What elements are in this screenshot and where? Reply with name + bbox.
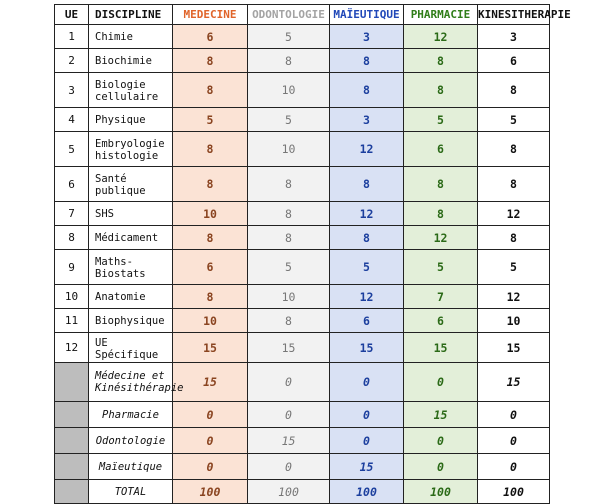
table-row [55, 309, 550, 333]
coef-odontologie: 15 [248, 333, 330, 363]
coef-odontologie: 8 [248, 49, 330, 73]
specific-kinesitherapie: 15 [478, 363, 550, 402]
specific-pharmacie: 15 [404, 402, 478, 428]
specific-row [55, 363, 550, 402]
specific-medecine: 15 [173, 363, 248, 402]
ue-number: 11 [55, 309, 89, 333]
specific-row [55, 402, 550, 428]
coef-odontologie: 10 [248, 285, 330, 309]
ue-number: 3 [55, 73, 89, 108]
specific-maieutique: 0 [330, 428, 404, 454]
coef-kinesitherapie: 3 [478, 25, 550, 49]
coef-pharmacie: 8 [404, 202, 478, 226]
specific-pharmacie: 0 [404, 428, 478, 454]
specific-odontologie: 0 [248, 363, 330, 402]
specific-row [55, 454, 550, 480]
specific-pharmacie: 0 [404, 454, 478, 480]
specific-maieutique: 0 [330, 402, 404, 428]
total-label: TOTAL [89, 480, 173, 504]
coef-medecine: 6 [173, 25, 248, 49]
ue-number: 1 [55, 25, 89, 49]
table-row [55, 25, 550, 49]
ue-number: 10 [55, 285, 89, 309]
specific-medecine: 0 [173, 428, 248, 454]
coef-kinesitherapie: 15 [478, 333, 550, 363]
coef-pharmacie: 12 [404, 25, 478, 49]
coef-kinesitherapie: 6 [478, 49, 550, 73]
coefficients-table [54, 4, 571, 504]
discipline-name: UE Spécifique [89, 333, 173, 363]
coef-medecine: 8 [173, 285, 248, 309]
specific-odontologie: 0 [248, 402, 330, 428]
ue-number: 8 [55, 226, 89, 250]
coef-maieutique: 8 [330, 167, 404, 202]
coef-odontologie: 8 [248, 202, 330, 226]
coef-pharmacie: 5 [404, 108, 478, 132]
coef-maieutique: 8 [330, 73, 404, 108]
specific-label: Pharmacie [89, 402, 173, 428]
specific-odontologie: 0 [248, 454, 330, 480]
total-medecine: 100 [173, 480, 248, 504]
coef-medecine: 6 [173, 250, 248, 285]
coef-maieutique: 3 [330, 108, 404, 132]
coef-maieutique: 6 [330, 309, 404, 333]
total-odontologie: 100 [248, 480, 330, 504]
total-maieutique: 100 [330, 480, 404, 504]
section-gray-cell [55, 454, 89, 480]
coef-medecine: 5 [173, 108, 248, 132]
discipline-name: Biochimie [89, 49, 173, 73]
table-row [55, 333, 550, 363]
coef-kinesitherapie: 12 [478, 285, 550, 309]
coef-pharmacie: 8 [404, 73, 478, 108]
coef-kinesitherapie: 5 [478, 250, 550, 285]
coef-medecine: 8 [173, 226, 248, 250]
coef-odontologie: 8 [248, 309, 330, 333]
discipline-name: Anatomie [89, 285, 173, 309]
specific-row [55, 428, 550, 454]
specific-kinesitherapie: 0 [478, 402, 550, 428]
coef-maieutique: 12 [330, 202, 404, 226]
coef-pharmacie: 8 [404, 167, 478, 202]
coef-odontologie: 10 [248, 73, 330, 108]
coef-pharmacie: 15 [404, 333, 478, 363]
specific-maieutique: 0 [330, 363, 404, 402]
discipline-name: Santé publique [89, 167, 173, 202]
ue-number: 6 [55, 167, 89, 202]
coef-medecine: 10 [173, 202, 248, 226]
coef-pharmacie: 6 [404, 309, 478, 333]
ue-number: 2 [55, 49, 89, 73]
table-row [55, 167, 550, 202]
coef-kinesitherapie: 8 [478, 167, 550, 202]
total-row [55, 480, 550, 504]
coef-pharmacie: 12 [404, 226, 478, 250]
coef-kinesitherapie: 5 [478, 108, 550, 132]
coef-maieutique: 8 [330, 49, 404, 73]
total-pharmacie: 100 [404, 480, 478, 504]
specific-kinesitherapie: 0 [478, 454, 550, 480]
table-row [55, 49, 550, 73]
section-gray-cell [55, 363, 89, 402]
table-row [55, 202, 550, 226]
coef-maieutique: 12 [330, 285, 404, 309]
table-row [55, 250, 550, 285]
coef-kinesitherapie: 10 [478, 309, 550, 333]
header-medecine: MEDECINE [173, 5, 248, 25]
table-row [55, 226, 550, 250]
coef-pharmacie: 5 [404, 250, 478, 285]
coef-medecine: 10 [173, 309, 248, 333]
specific-label: Odontologie [89, 428, 173, 454]
coef-odontologie: 10 [248, 132, 330, 167]
coef-odontologie: 8 [248, 226, 330, 250]
specific-maieutique: 15 [330, 454, 404, 480]
ue-number: 4 [55, 108, 89, 132]
header-row [55, 5, 550, 25]
discipline-name: Médicament [89, 226, 173, 250]
header-maieutique: MAÏEUTIQUE [330, 5, 404, 25]
specific-odontologie: 15 [248, 428, 330, 454]
discipline-name: Biophysique [89, 309, 173, 333]
coef-kinesitherapie: 8 [478, 132, 550, 167]
ue-number: 7 [55, 202, 89, 226]
coef-odontologie: 8 [248, 167, 330, 202]
coef-medecine: 8 [173, 167, 248, 202]
ue-number: 5 [55, 132, 89, 167]
coef-odontologie: 5 [248, 108, 330, 132]
coef-maieutique: 12 [330, 132, 404, 167]
header-odontologie: ODONTOLOGIE [248, 5, 330, 25]
header-ue: UE [55, 5, 89, 25]
discipline-name: SHS [89, 202, 173, 226]
header-kinesitherapie: KINESITHERAPIE [478, 5, 550, 25]
coef-medecine: 8 [173, 49, 248, 73]
coef-kinesitherapie: 8 [478, 226, 550, 250]
coef-maieutique: 3 [330, 25, 404, 49]
ue-number: 9 [55, 250, 89, 285]
specific-medecine: 0 [173, 402, 248, 428]
coef-kinesitherapie: 8 [478, 73, 550, 108]
table-body [55, 25, 550, 504]
section-gray-cell [55, 480, 89, 504]
table-row [55, 73, 550, 108]
coef-pharmacie: 7 [404, 285, 478, 309]
coef-pharmacie: 8 [404, 49, 478, 73]
specific-pharmacie: 0 [404, 363, 478, 402]
discipline-name: Chimie [89, 25, 173, 49]
ue-number: 12 [55, 333, 89, 363]
coef-medecine: 8 [173, 73, 248, 108]
discipline-name: Embryologie histologie [89, 132, 173, 167]
discipline-name: Biologie cellulaire [89, 73, 173, 108]
specific-label: Médecine et Kinésithérapie [89, 363, 173, 402]
specific-kinesitherapie: 0 [478, 428, 550, 454]
coef-medecine: 15 [173, 333, 248, 363]
specific-label: Maïeutique [89, 454, 173, 480]
header-discipline: DISCIPLINE [89, 5, 173, 25]
table-row [55, 132, 550, 167]
discipline-name: Maths-Biostats [89, 250, 173, 285]
total-kinesitherapie: 100 [478, 480, 550, 504]
coef-maieutique: 15 [330, 333, 404, 363]
coef-odontologie: 5 [248, 25, 330, 49]
coef-odontologie: 5 [248, 250, 330, 285]
section-gray-cell [55, 402, 89, 428]
coef-maieutique: 8 [330, 226, 404, 250]
table-row [55, 285, 550, 309]
coef-medecine: 8 [173, 132, 248, 167]
coef-maieutique: 5 [330, 250, 404, 285]
specific-medecine: 0 [173, 454, 248, 480]
header-pharmacie: PHARMACIE [404, 5, 478, 25]
coef-kinesitherapie: 12 [478, 202, 550, 226]
section-gray-cell [55, 428, 89, 454]
table-row [55, 108, 550, 132]
coef-pharmacie: 6 [404, 132, 478, 167]
discipline-name: Physique [89, 108, 173, 132]
